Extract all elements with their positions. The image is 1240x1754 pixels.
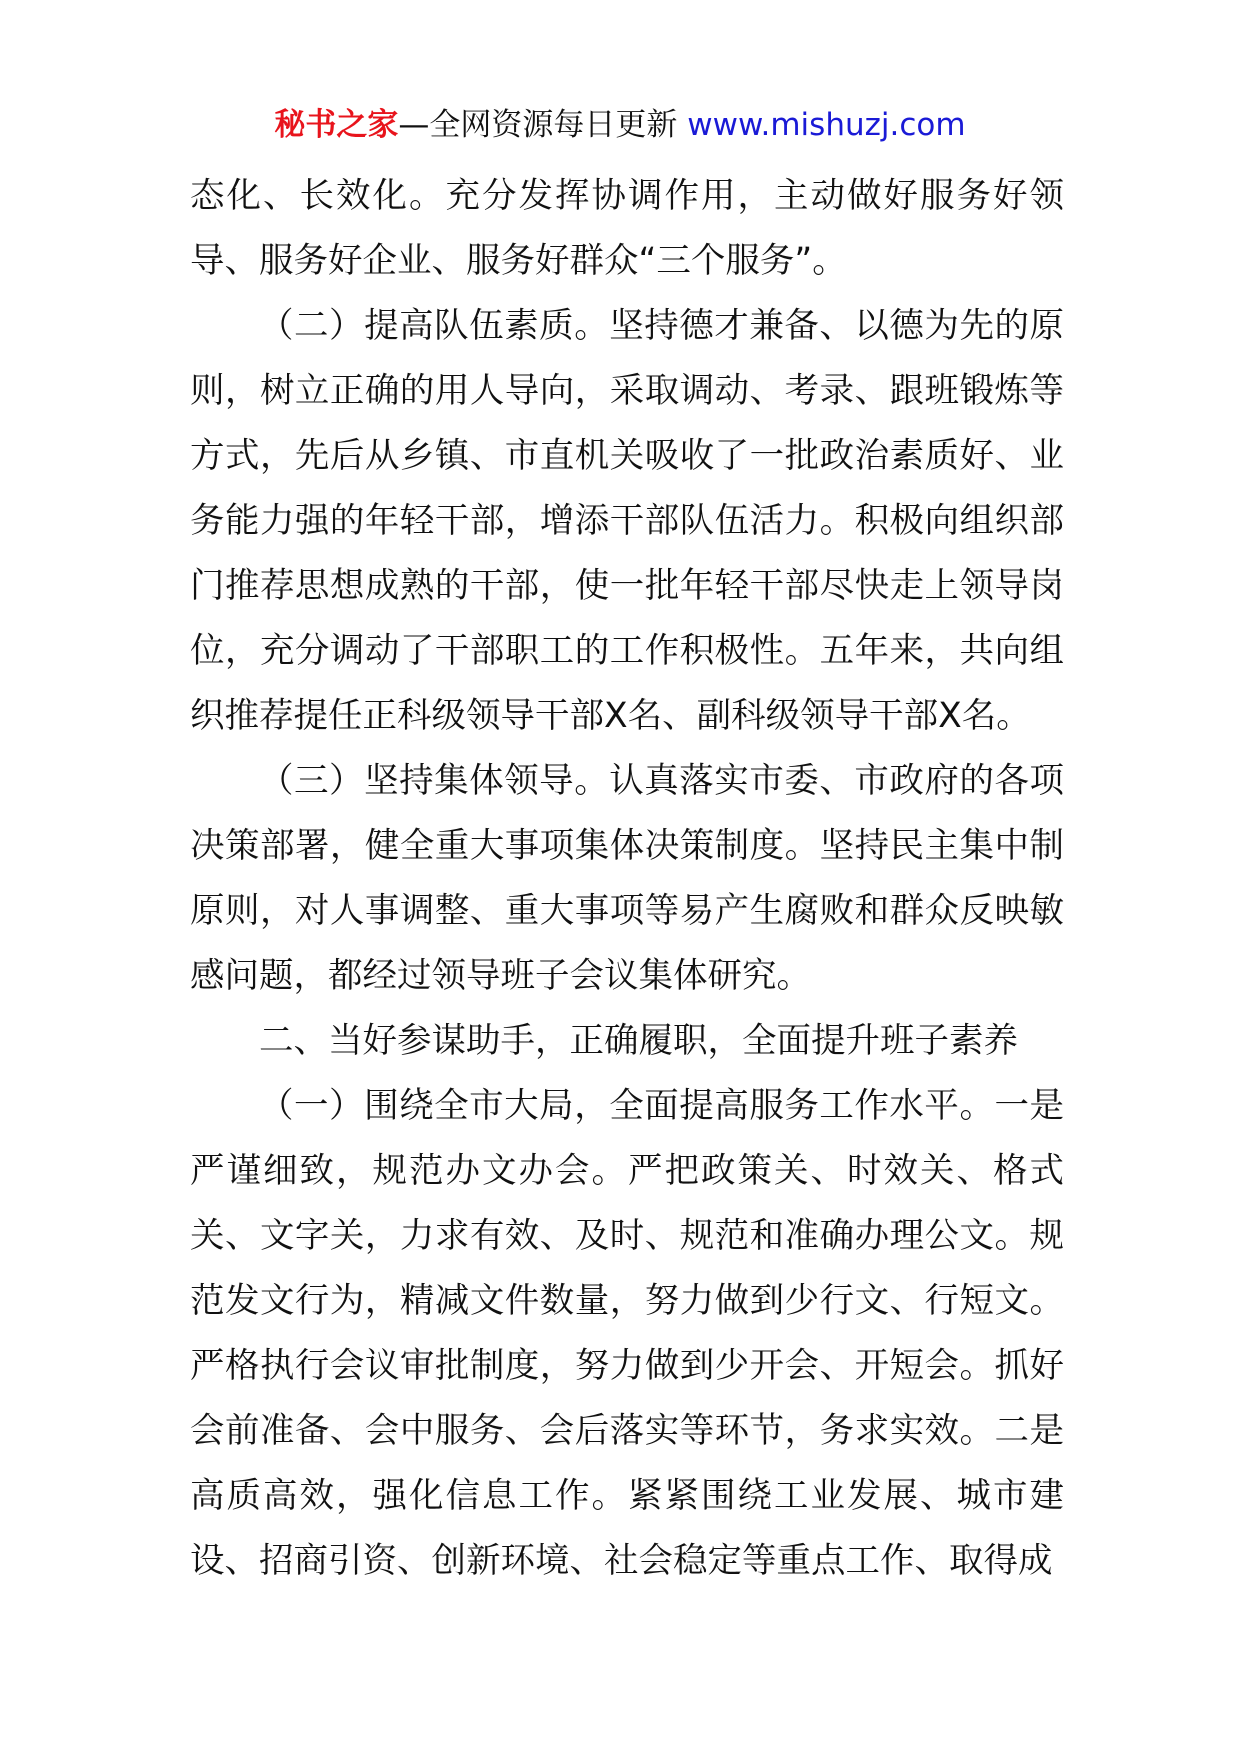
section-heading-2: 二、当好参谋助手，正确履职，全面提升班子素养	[259, 1021, 1018, 1061]
document-body	[190, 164, 1064, 1594]
paragraph-service-level: （一）围绕全市大局，全面提高服务工作水平。一是严谨细致，规范办文办会。严把政策关、时效关、格式关、文字关，力求有效、及时、规范和准确办理公文。规范发文行为，精减文件数量，努力做到少行文、行短文。严格执行会议审批制度，努力做到少开会、开短会。抓好会前准备、会中服务、会后落实等环节，务求实效。二是高质高效，强化信息工作。紧紧围绕工业发展、城市建设、招商引资、创新环境、社会稳定等重点工作、取得成	[190, 1086, 1064, 1581]
page-header	[0, 100, 1240, 150]
paragraph-continuation: 态化、长效化。充分发挥协调作用，主动做好服务好领导、服务好企业、服务好群众“三个服务”。	[190, 176, 1064, 281]
paragraph-collective-leadership: （三）坚持集体领导。认真落实市委、市政府的各项决策部署，健全重大事项集体决策制度。坚持民主集中制原则，对人事调整、重大事项等易产生腐败和群众反映敏感问题，都经过领导班子会议集体研究。	[190, 761, 1064, 996]
paragraph-team-quality: （二）提高队伍素质。坚持德才兼备、以德为先的原则，树立正确的用人导向，采取调动、考录、跟班锻炼等方式，先后从乡镇、市直机关吸收了一批政治素质好、业务能力强的年轻干部，增添干部队伍活力。积极向组织部门推荐思想成熟的干部，使一批年轻干部尽快走上领导岗位，充分调动了干部职工的工作积极性。五年来，共向组织推荐提任正科级领导干部X名、副科级领导干部X名。	[190, 306, 1064, 736]
header-brand: 秘书之家	[274, 107, 399, 143]
header-url[interactable]: www.mishuzj.com	[687, 107, 966, 143]
header-tagline: —全网资源每日更新	[398, 107, 688, 143]
